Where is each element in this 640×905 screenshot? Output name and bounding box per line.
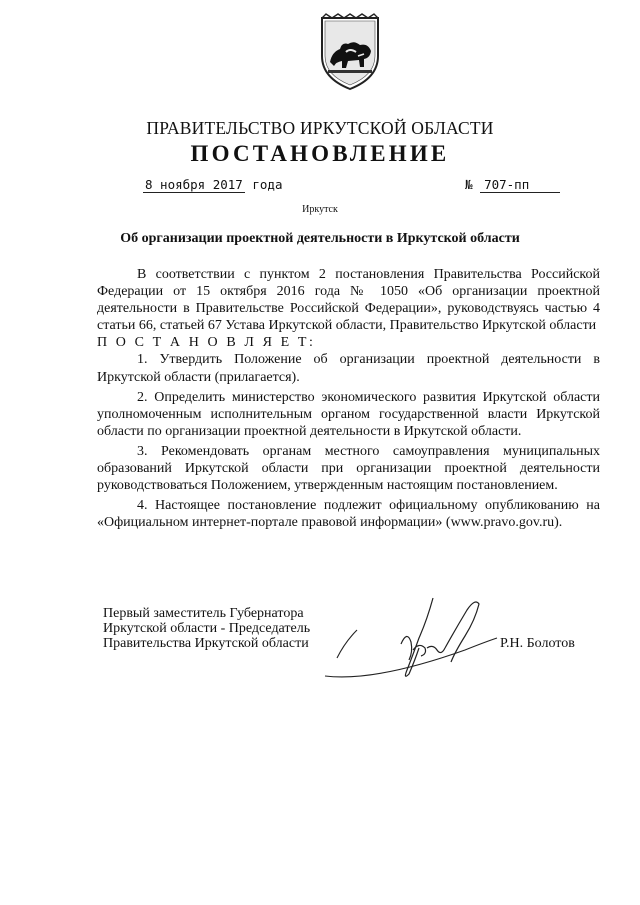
position-line-2: Иркутской области - Председатель — [103, 621, 311, 636]
document-city: Иркутск — [302, 204, 338, 215]
resolution-item-3: 3. Рекомендовать органам местного самоуправления муниципальных образований Иркутской области при организации проектной деятельности руководствоваться Положением, утвержденным настоящим постановлением. — [97, 443, 600, 494]
resolution-item-2: 2. Определить министерство экономического развития Иркутской области уполномоченным исполнительным органом государственной власти Иркутской области по организации проектной деятельности в Иркутской области. — [97, 389, 600, 439]
resolve-word: П О С Т А Н О В Л Я Е Т: — [97, 335, 316, 351]
coat-of-arms-icon — [318, 12, 382, 92]
document-body — [97, 266, 600, 531]
date-value: 8 ноября 2017 — [145, 177, 243, 192]
date-suffix: года — [252, 177, 283, 192]
number-value: 707-пп — [480, 177, 560, 193]
signatory-name: Р.Н. Болотов — [500, 636, 575, 651]
resolution-item-4: 4. Настоящее постановление подлежит официальному опубликованию на «Официальном интернет-портале правовой информации» (www.pravo.gov.ru). — [97, 498, 600, 531]
preamble-paragraph: В соответствии с пунктом 2 постановления Правительства Российской Федерации от 15 октября 2016 года № 1050 «Об организации проектной деятельности в Правительстве Российской Федерации», руководствуясь частью 4 статьи 66, статьей 67 Устава Иркутской области, Правительство Иркутской области — [97, 267, 600, 334]
document-number — [465, 177, 560, 193]
number-prefix: № — [465, 177, 473, 192]
handwritten-signature-icon — [315, 590, 515, 700]
position-line-1: Первый заместитель Губернатора — [103, 606, 304, 621]
resolution-item-1: 1. Утвердить Положение об организации проектной деятельности в Иркутской области (прилагается). — [97, 352, 600, 385]
document-heading: Об организации проектной деятельности в Иркутской области — [120, 231, 520, 246]
document-date — [143, 177, 282, 193]
document-type: ПОСТАНОВЛЕНИЕ — [190, 141, 450, 166]
signatory-position — [103, 606, 310, 651]
government-title: ПРАВИТЕЛЬСТВО ИРКУТСКОЙ ОБЛАСТИ — [146, 118, 494, 138]
position-line-3: Правительства Иркутской области — [103, 636, 309, 651]
